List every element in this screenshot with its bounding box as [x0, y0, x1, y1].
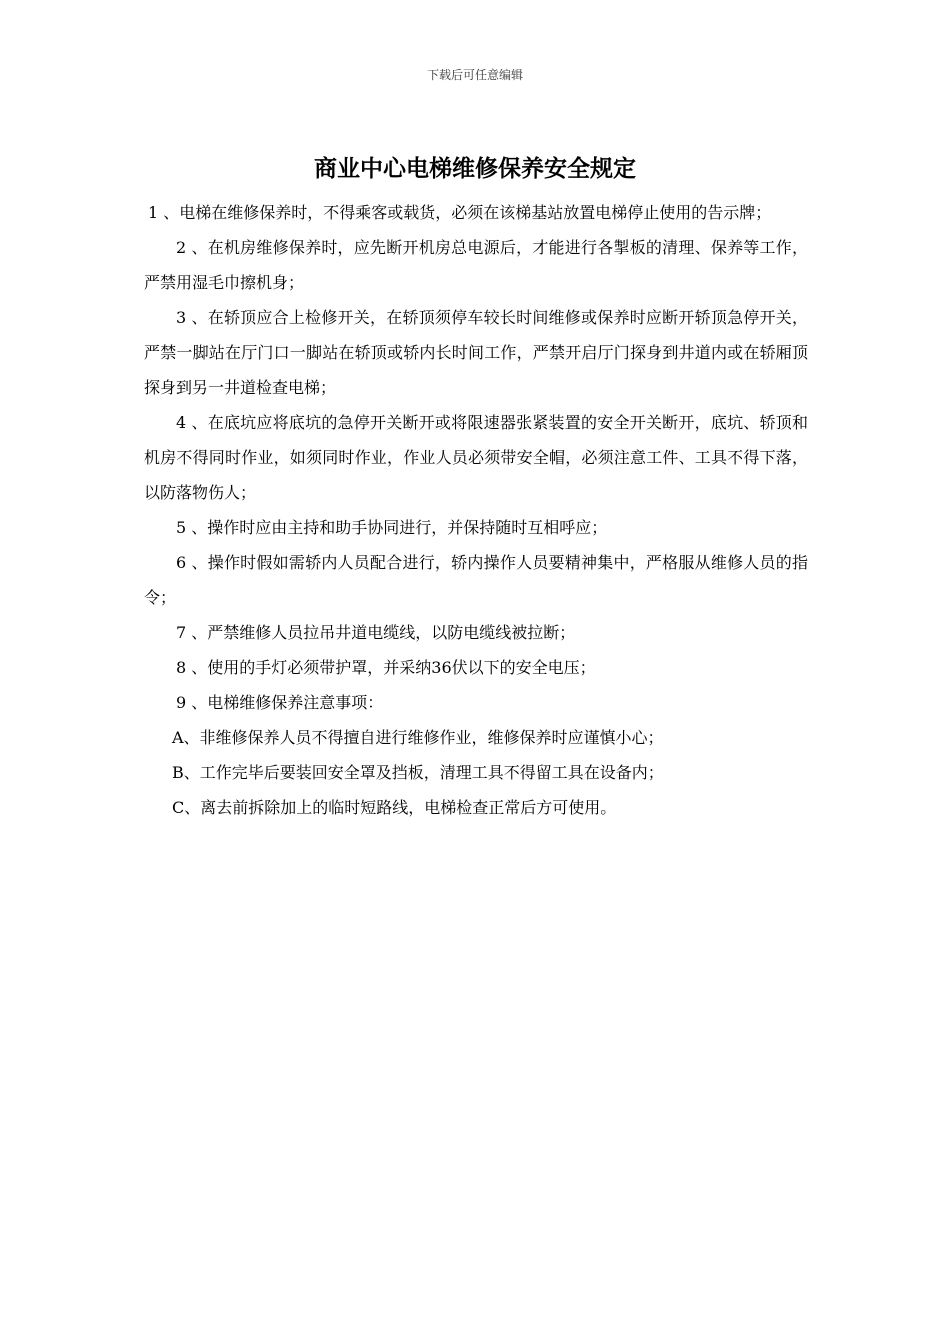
rule-paragraph-3: 3 、在轿顶应合上检修开关，在轿顶须停车较长时间维修或保养时应断开轿顶急停开关，严禁一脚站在厅门口一脚站在轿顶或轿内长时间工作，严禁开启厅门探身到井道内或在轿厢顶探身到另一井道检查电梯；: [144, 308, 808, 397]
rule-paragraph-7: 7 、严禁维修人员拉吊井道电缆线，以防电缆线被拉断；: [176, 623, 576, 642]
rule-paragraph-5: 5 、操作时应由主持和助手协同进行，并保持随时互相呼应；: [176, 518, 608, 537]
document-body: [144, 195, 808, 825]
header-note: 下载后可任意编辑: [426, 68, 523, 82]
rule-paragraph-1: 1 、电梯在维修保养时，不得乘客或载货，必须在该梯基站放置电梯停止使用的告示牌；: [148, 203, 772, 222]
rule-paragraph-8: 8 、使用的手灯必须带护罩，并采纳36伏以下的安全电压；: [176, 658, 596, 677]
rule-paragraph-4: 4 、在底坑应将底坑的急停开关断开或将限速器张紧装置的安全开关断开，底坑、轿顶和机房不得同时作业，如须同时作业，作业人员必须带安全帽，必须注意工件、工具不得下落，以防落物伤人；: [144, 413, 808, 502]
sub-item-b: B、工作完毕后要装回安全罩及挡板，清理工具不得留工具在设备内；: [172, 763, 664, 782]
rule-paragraph-9: 9 、电梯维修保养注意事项：: [176, 693, 384, 712]
rule-paragraph-6: 6 、操作时假如需轿内人员配合进行，轿内操作人员要精神集中，严格服从维修人员的指令；: [144, 553, 808, 607]
rule-paragraph-2: 2 、在机房维修保养时，应先断开机房总电源后，才能进行各掣板的清理、保养等工作，严禁用湿毛巾擦机身；: [144, 238, 808, 292]
sub-item-c: C、离去前拆除加上的临时短路线，电梯检查正常后方可使用。: [172, 798, 617, 817]
document-title: 商业中心电梯维修保养安全规定: [314, 156, 636, 182]
sub-item-a: A、非维修保养人员不得擅自进行维修作业，维修保养时应谨慎小心；: [172, 728, 664, 747]
